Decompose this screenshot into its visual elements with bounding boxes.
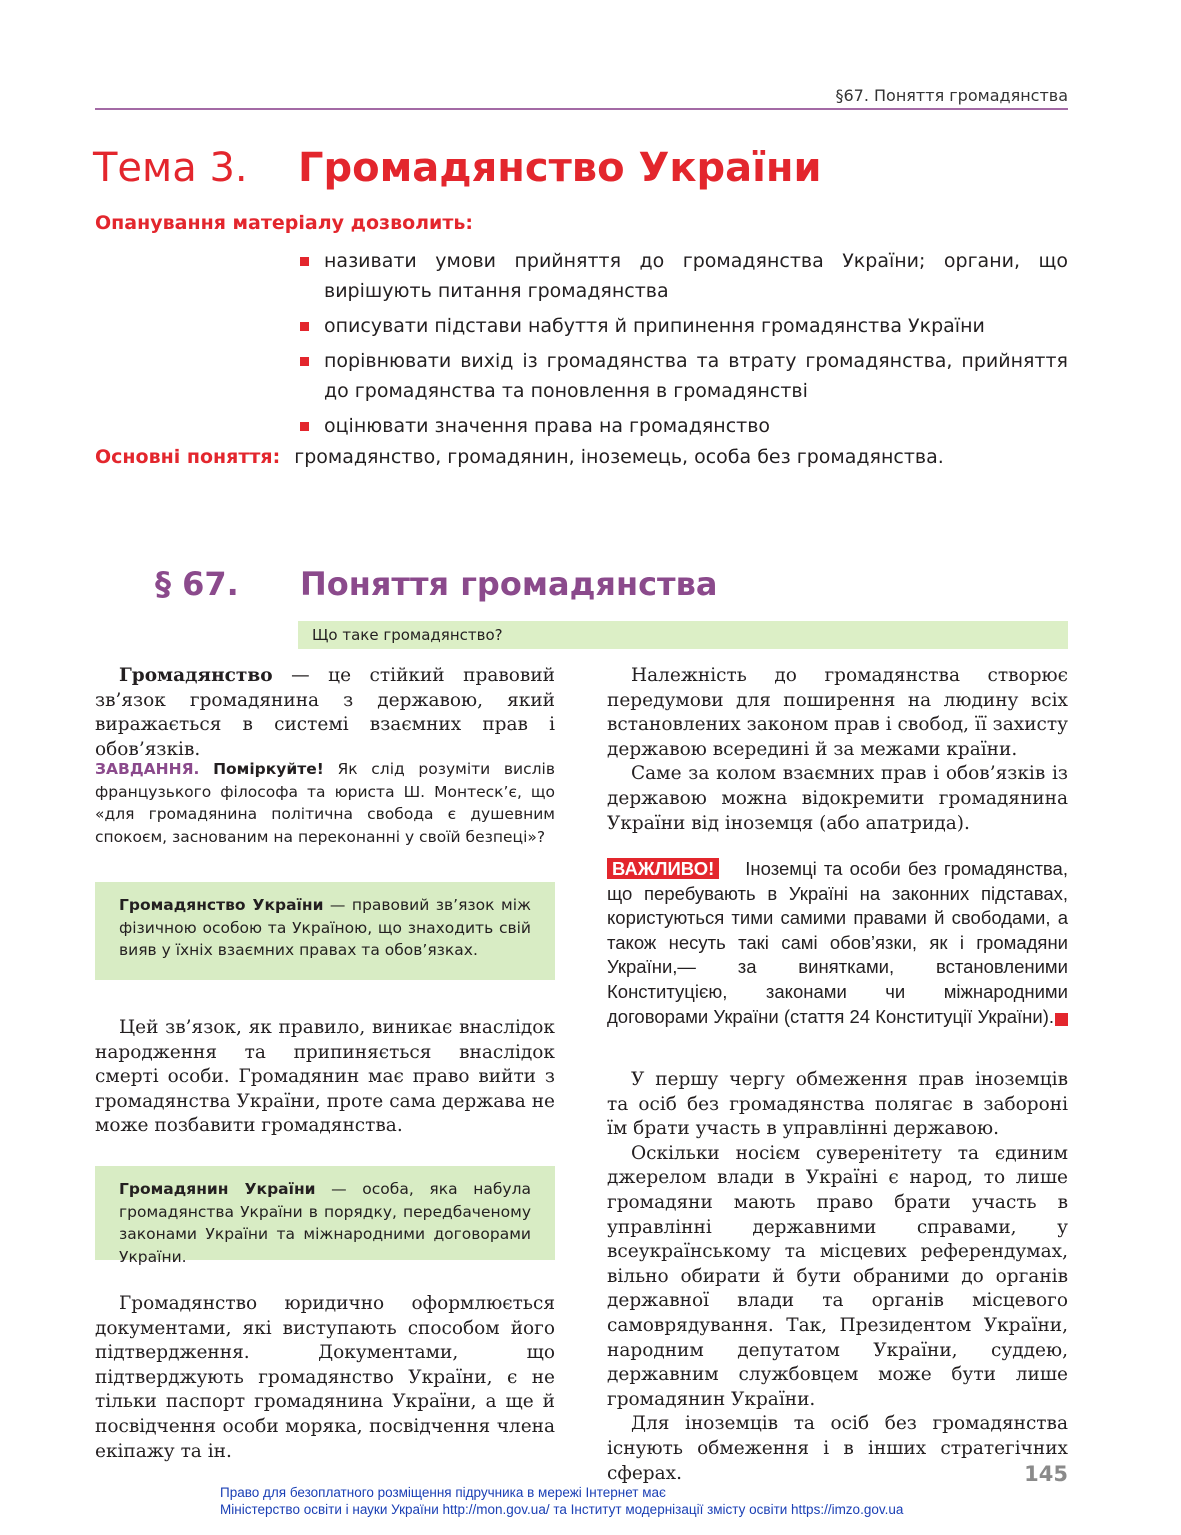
end-square-icon — [1055, 1013, 1068, 1026]
task-label: ЗАВДАННЯ. — [95, 760, 200, 778]
paragraph-text: У першу чергу обмеження прав іноземців та осіб без громадянства полягає в забороні їм брати участь в управлінні державою. — [607, 1069, 1068, 1140]
box-term: Громадянство України — [119, 896, 324, 914]
section-title: Поняття громадянства — [300, 565, 718, 603]
footer-notice — [220, 1484, 903, 1518]
right-column-bottom — [607, 1068, 1068, 1486]
goal-item: називати умови прийняття до громадянства України; органи, що вирішують питання громадянства — [298, 246, 1068, 306]
topic-heading — [93, 145, 822, 191]
important-badge: ВАЖЛИВО! — [607, 858, 719, 879]
running-title: §67. Поняття громадянства — [835, 86, 1068, 105]
task-block — [95, 758, 555, 848]
definition-box-ukraine-citizenship — [95, 882, 555, 980]
paragraph-text: Саме за колом взаємних прав і обов’язків із державою можна відокремити громадянина України від іноземця (або апатрида). — [607, 763, 1068, 834]
topic-title: Громадянство України — [298, 145, 822, 191]
goal-item: оцінювати значення права на громадянство — [298, 411, 1068, 441]
paragraph-text: Для іноземців та осіб без громадянства існують обмеження і в інших стратегічних сферах. — [607, 1413, 1068, 1484]
header-divider — [95, 108, 1068, 110]
key-concepts-text: громадянство, громадянин, іноземець, особа без громадянства. — [294, 446, 944, 468]
goals-lead: Опанування матеріалу дозволить: — [95, 212, 473, 234]
section-number: § 67. — [155, 565, 239, 603]
goal-item: описувати підстави набуття й припинення громадянства України — [298, 311, 1068, 341]
box-term: Громадянин України — [119, 1180, 316, 1198]
paragraph-text: Оскільки носієм суверенітету та єдиним джерелом влади в Україні є народ, то лише громадяни мають право брати участь в управлінні державними справами, у всеукраїнському та місцевих референдумах, вільно обирати й бути обраними до органів державної влади та органів місцевого самоврядування. Так, Президентом України, народним депутатом України, суддею, державним службовцем може бути лише громадянин України. — [607, 1142, 1068, 1410]
footer-line: Міністерство освіти і науки України http://mon.gov.ua/ та Інститут модернізації змісту освіти https://imzo.gov.ua — [220, 1502, 904, 1517]
definition-term: Громадянство — [119, 665, 273, 686]
topic-number: Тема 3. — [93, 145, 248, 191]
footer-line: Право для безоплатного розміщення підручника в мережі Інтернет має — [220, 1485, 666, 1500]
paragraph-text: Цей зв’язок, як правило, виникає внаслідок народження та припиняється внаслідок смерті особи. Громадянин має право вийти з громадянства України, проте сама держава не може позбавити громадянства. — [95, 1017, 555, 1137]
goal-item: порівнювати вихід із громадянства та втрату громадянства, прийняття до громадянства та поновлення в громадянстві — [298, 346, 1068, 406]
box-text: — особа, яка набула громадянства України в порядку, передбаченому законами України та міжнародними договорами України. — [119, 1180, 531, 1266]
key-concepts — [95, 446, 944, 468]
paragraph — [95, 1292, 555, 1464]
paragraph-text: Громадянство юридично оформлюється документами, які виступають способом його підтвердження. Документами, що підтверджують громадянство України, є не тільки паспорт громадянина України, а ще й посвідчення особи моряка, посвідчення члена екіпажу та ін. — [95, 1293, 555, 1462]
definition-citizenship — [95, 664, 555, 762]
important-text: Іноземці та особи без громадянства, що перебувають в Україні на законних підставах, користуються тими самими правами й свободами, а також несуть такі самі обов’язки, як і громадяни України,— за винятками, встановленими Конституцією, законами чи міжнародними договорами України (стаття 24 Конституції України). — [607, 858, 1068, 1027]
paragraph — [95, 1016, 555, 1139]
page-number: 145 — [1024, 1462, 1068, 1486]
key-concepts-label: Основні поняття: — [95, 446, 281, 468]
task-text: Як слід розуміти вислів французького філософа та юриста Ш. Монтеск’є, що «для громадянина політична свобода є душевним спокоєм, заснованим на переконанні у своїй безпеці»? — [95, 760, 555, 846]
task-bold: Поміркуйте! — [213, 760, 324, 778]
important-note — [607, 857, 1068, 1029]
goals-list — [298, 246, 1068, 446]
box-text: — правовий зв’язок між фізичною особою та Україною, що знаходить свій вияв у їхніх взаємних правах та обов’язках. — [119, 896, 531, 959]
right-column-top — [607, 664, 1068, 836]
definition-box-ukraine-citizen — [95, 1166, 555, 1266]
definition-text: — це стійкий правовий зв’язок громадянина з державою, який виражається в системі взаємних прав і обов’язків. — [95, 665, 555, 760]
section-question: Що таке громадянство? — [298, 621, 1068, 649]
paragraph-text: Належність до громадянства створює передумови для поширення на людину всіх встановлених законом прав і свобод, її захисту державою всередині й за межами країни. — [607, 665, 1068, 760]
